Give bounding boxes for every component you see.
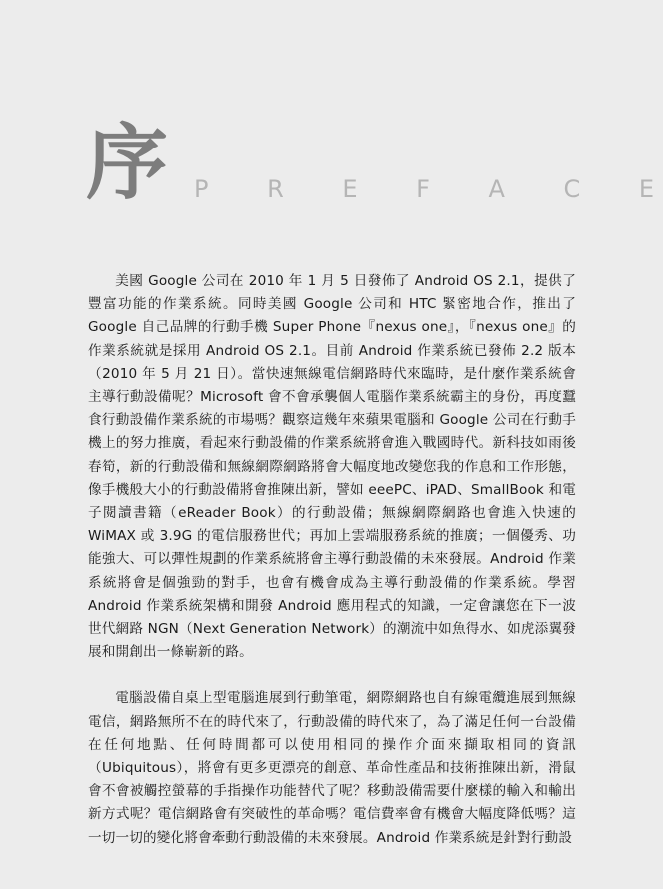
heading-letter: E <box>638 175 654 203</box>
heading-chinese-char: 序 <box>86 115 169 211</box>
heading-letter: R <box>267 175 284 203</box>
heading-letter: E <box>342 175 358 203</box>
paragraph: 美國 Google 公司在 2010 年 1 月 5 日發佈了 Android OS 2.1，提供了豐富功能的作業系統。同時美國 Google 公司和 HTC 緊密地合作，推出了 Google 自己品牌的行動手機 Super Phone『nexus one』，『nexus one』的作業系統就是採用 Android OS 2.1。目前 Android 作業系統已發佈 2.2 版本（2010 年 5 月 21 日）。當快速無線電信網路時代來臨時，是什麼作業系統會主導行動設備呢？Microsoft 會不會承襲個人電腦作業系統霸主的身份，再度蠶食行動設備作業系統的市場嗎？觀察這幾年來蘋果電腦和 Google 公司在行動手機上的努力推廣，看起來行動設備的作業系統將會進入戰國時代。新科技如雨後春筍，新的行動設備和無線網際網路將會大幅度地改變您我的作息和工作形態，像手機般大小的行動設備將會推陳出新，譬如 eeePC、iPAD、SmallBook 和電子閱讀書籍（eReader Book）的行動設備；無線網際網路也會進入快速的 WiMAX 或 3.9G 的電信服務世代；再加上雲端服務系統的推廣；一個優秀、功能強大、可以彈性規劃的作業系統將會主導行動設備的未來發展。Android 作業系統將會是個強勁的對手，也會有機會成為主導行動設備的作業系統。學習 Android 作業系統架構和開發 Android 應用程式的知識，一定會讓您在下一波世代網路 NGN（Next Generation Network）的潮流中如魚得水、如虎添翼發展和開創出一條嶄新的路。 <box>88 273 576 661</box>
heading-letter: F <box>416 175 430 203</box>
heading-letter: C <box>563 175 581 203</box>
heading-letter: A <box>488 175 505 203</box>
heading-letter: P <box>194 175 209 203</box>
preface-heading <box>86 115 654 211</box>
paragraph: 電腦設備自桌上型電腦進展到行動筆電，網際網路也自有線電纜進展到無線電信，網路無所不在的時代來了，行動設備的時代來了，為了滿足任何一台設備在任何地點、任何時間都可以使用相同的操作介面來擷取相同的資訊（Ubiquitous），將會有更多更漂亮的創意、革命性產品和技術推陳出新，滑鼠會不會被觸控螢幕的手指操作功能替代了呢？移動設備需要什麼樣的輸入和輸出新方式呢？電信網路會有突破性的革命嗎？電信費率會有機會大幅度降低嗎？這一切一切的變化將會牽動行動設備的未來發展。Android 作業系統是針對行動設 <box>88 690 576 846</box>
heading-latin-word <box>194 174 654 204</box>
body-text <box>88 270 576 850</box>
